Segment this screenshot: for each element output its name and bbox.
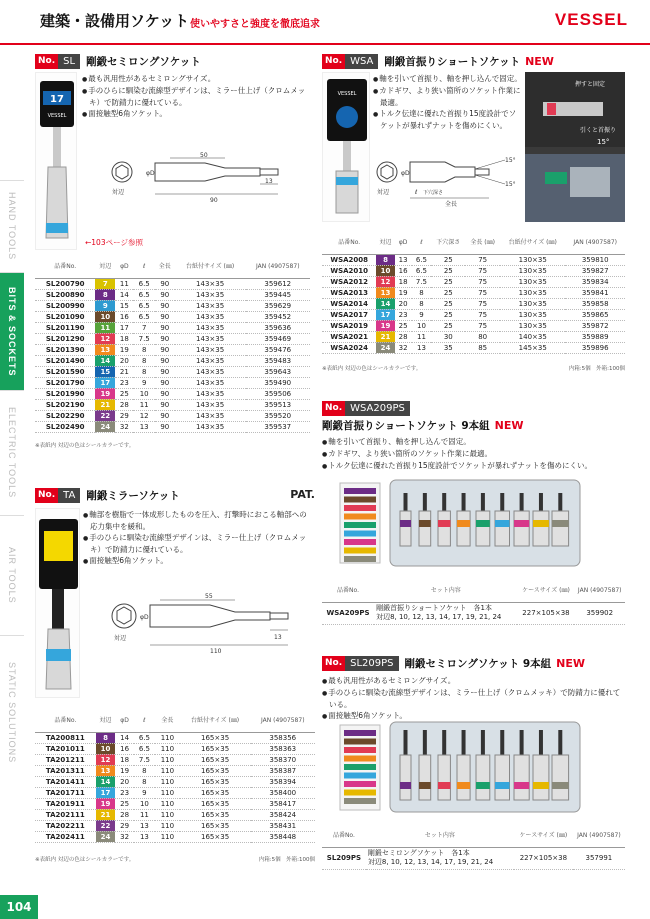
- sidebar-tab-electric-tools[interactable]: ELECTRIC TOOLS: [0, 390, 24, 515]
- table-row: TA201911 19 25 10 110 165×35 358417: [35, 798, 315, 809]
- table-row: WSA2021 21 28 11 30 80 140×35 359889: [322, 331, 625, 342]
- ta-table-header: 品番No. 対辺 φD ℓ 全長 台紙付サイズ (㎜) JAN (4907587): [35, 710, 315, 732]
- wsa-usage-photo: [525, 72, 625, 222]
- sl-photo-size-label: 17: [50, 94, 64, 105]
- wsa-note: ※表紙内 対辺の色はシールカラーです。 内箱:5個 外箱:100個: [322, 366, 625, 372]
- size-color-badge: 10: [376, 265, 394, 276]
- size-color-badge: 21: [96, 809, 116, 820]
- table-row: SL201990 19 25 10 90 143×35 359506: [35, 388, 310, 399]
- sl209-feature-list: ● 最も汎用性があるセミロングサイズ。 ● 手のひらに馴染む流線型デザインは、ミラー仕上げ（クロムメッキ）で防錆力に優れている。 ● 面接触型6角ソケット。: [322, 675, 622, 722]
- brand-logo: VESSEL: [554, 10, 628, 29]
- wsa-dimension-drawing: [375, 150, 525, 210]
- table-row: SL201390 13 19 8 90 143×35 359476: [35, 344, 310, 355]
- size-color-badge: 10: [96, 743, 116, 754]
- table-row: SL201190 11 17 7 90 143×35 359636: [35, 322, 310, 333]
- wsa-photo-label-angle: 15°: [597, 138, 610, 146]
- table-row: TA201411 14 20 8 110 165×35 358394: [35, 776, 315, 787]
- sl-photo-brand-label: VESSEL: [47, 113, 67, 119]
- ta-product-photo: [35, 508, 80, 698]
- table-row: TA201311 13 19 8 110 165×35 358387: [35, 765, 315, 776]
- wsa-dim-angle-b: 15°: [505, 181, 516, 188]
- table-row: SL201090 10 16 6.5 90 143×35 359452: [35, 311, 310, 322]
- size-color-badge: 12: [95, 333, 115, 344]
- wsa-heading: No. WSA 剛鍛首振りショートソケット NEW: [322, 53, 622, 69]
- sl-table-header: 品番No. 対辺 φD ℓ 全長 台紙付サイズ (㎜) JAN (4907587): [35, 256, 310, 278]
- sl209-product-photo: [335, 720, 585, 815]
- sidebar-tab-hand-tools[interactable]: HAND TOOLS: [0, 180, 24, 272]
- sidebar-tab-static-solutions[interactable]: STATIC SOLUTIONS: [0, 635, 24, 790]
- wsa209-feature-list: ● 軸を引いて首振り、軸を押し込んで固定。 ● カドギワ、より狭い箇所のソケット作業に最適。 ● トルク伝達に優れた首振り15度設計でソケットが暴れずナットを傷めにくい。: [322, 436, 622, 472]
- table-row: WSA2019 19 25 10 25 75 130×35 359872: [322, 320, 625, 331]
- size-color-badge: 8: [376, 254, 394, 265]
- wsa-dim-total: 全長: [445, 201, 458, 208]
- sl-dimension-drawing: [110, 150, 310, 210]
- size-color-badge: 13: [376, 287, 394, 298]
- sl209-section: [322, 655, 622, 722]
- category-sidebar: [0, 180, 24, 840]
- table-row: SL202190 21 28 11 90 143×35 359513: [35, 399, 310, 410]
- wsa209-heading: No. WSA209PS: [322, 400, 622, 416]
- size-color-badge: 15: [95, 366, 115, 377]
- table-row: TA202211 22 29 13 110 165×35 358431: [35, 820, 315, 831]
- size-color-badge: 8: [95, 289, 115, 300]
- size-color-badge: 22: [95, 410, 115, 421]
- ta-dim-phid: φD: [140, 614, 149, 621]
- table-row: SL209PS 剛鍛セミロングソケット 各1本 対辺8, 10, 12, 13, 14, 17, 19, 21, 24 227×105×38 357991: [322, 847, 625, 869]
- wsa-dim-phid: φD: [401, 170, 410, 177]
- wsa-photo-label-pull: 引くと首振り: [580, 127, 617, 134]
- size-color-badge: 9: [95, 300, 115, 311]
- table-row: WSA2010 10 16 6.5 25 75 130×35 359827: [322, 265, 625, 276]
- ta-heading: No. TA 剛鍛ミラーソケット: [35, 487, 315, 503]
- table-row: SL200890 8 14 6.5 90 143×35 359445: [35, 289, 310, 300]
- table-row: TA201011 10 16 6.5 110 165×35 358363: [35, 743, 315, 754]
- sl-feature-list: ● 最も汎用性があるセミロングサイズ。 ● 手のひらに馴染む流線型デザインは、ミラー仕上げ（クロムメッキ）で防錆力に優れている。 ● 面接触型6角ソケット。: [82, 73, 307, 120]
- page-subtitle: 使いやすさと強度を徹底追求: [190, 19, 320, 30]
- size-color-badge: 8: [96, 732, 116, 743]
- sidebar-tab-bits-sockets[interactable]: BITS & SOCKETS: [0, 272, 24, 390]
- sl-page-reference[interactable]: ←103ページ参照: [85, 238, 143, 247]
- sl-dim-90: 90: [210, 197, 218, 204]
- size-color-badge: 21: [376, 331, 394, 342]
- wsa-dim-l: ℓ: [415, 189, 418, 196]
- size-color-badge: 14: [95, 355, 115, 366]
- wsa209-spec-table: 品番No. セット内容 ケースサイズ (㎜) JAN (4907587) WSA209PS 剛鍛首振りショートソケット 各1本 対辺8, 10, 12, 13, 14, 17, 19, 21, 24 227×105×38 359902: [322, 580, 625, 625]
- sl-note: ※表紙内 対辺の色はシールカラーです。: [35, 443, 135, 449]
- wsa-dim-hole-depth: 下穴深さ: [423, 190, 444, 196]
- table-row: SL201290 12 18 7.5 90 143×35 359469: [35, 333, 310, 344]
- size-color-badge: 19: [95, 388, 115, 399]
- table-row: SL202290 22 29 12 90 143×35 359520: [35, 410, 310, 421]
- table-row: WSA209PS 剛鍛首振りショートソケット 各1本 対辺8, 10, 12, 13, 14, 17, 19, 21, 24 227×105×38 359902: [322, 602, 625, 624]
- ta-section: [35, 487, 315, 503]
- size-color-badge: 22: [96, 820, 116, 831]
- table-row: TA200811 8 14 6.5 110 165×35 358356: [35, 732, 315, 743]
- ta-dim-110: 110: [210, 648, 222, 655]
- sl-dim-taihen: 対辺: [112, 189, 125, 196]
- table-row: TA202411 24 32 13 110 165×35 358448: [35, 831, 315, 842]
- size-color-badge: 24: [376, 342, 394, 353]
- wsa209-product-photo: [335, 478, 585, 570]
- ta-feature-list: ● 軸部を樹脂で一体成形したものを圧入、打撃時におこる軸部への応力集中を緩和。 ● 手のひらに馴染む流線型デザインは、ミラー仕上げ（クロムメッキ）で防錆力に優れている。 ● 面接触型6角ソケット。: [83, 509, 311, 567]
- ta-dimension-drawing: [110, 590, 310, 660]
- wsa-spec-table: [322, 232, 625, 354]
- size-color-badge: 21: [95, 399, 115, 410]
- table-row: SL201490 14 20 8 90 143×35 359483: [35, 355, 310, 366]
- sl-product-photo: [35, 72, 77, 250]
- ta-note: ※表紙内 対辺の色はシールカラーです。 内箱:5個 外箱:100個: [35, 857, 315, 863]
- ta-dim-taihen: 対辺: [114, 635, 127, 642]
- wsa-product-photo: [322, 72, 370, 222]
- size-color-badge: 7: [95, 278, 115, 289]
- ta-patent-mark: PAT.: [290, 488, 315, 501]
- table-row: WSA2013 13 19 8 25 75 130×35 359841: [322, 287, 625, 298]
- size-color-badge: 13: [96, 765, 116, 776]
- sl-section: [35, 53, 310, 69]
- size-color-badge: 12: [96, 754, 116, 765]
- sl209-heading: No. SL209PS 剛鍛セミロングソケット 9本組 NEW: [322, 655, 622, 671]
- size-color-badge: 17: [95, 377, 115, 388]
- table-row: WSA2008 8 13 6.5 25 75 130×35 359810: [322, 254, 625, 265]
- sl-heading: No. SL 剛鍛セミロングソケット: [35, 53, 310, 69]
- ta-dim-13: 13: [274, 634, 282, 641]
- wsa-dim-angle-a: 15°: [505, 157, 516, 164]
- size-color-badge: 19: [96, 798, 116, 809]
- wsa-photo-label-push: 押すと固定: [575, 81, 606, 88]
- sl-dim-13: 13: [265, 178, 273, 185]
- size-color-badge: 10: [95, 311, 115, 322]
- wsa-section: [322, 53, 622, 69]
- page-title: 建築・設備用ソケット: [40, 12, 190, 30]
- table-row: TA201211 12 18 7.5 110 165×35 358370: [35, 754, 315, 765]
- wsa-photo-brand-label: VESSEL: [337, 91, 357, 97]
- wsa-feature-list: ● 軸を引いて首振り、軸を押し込んで固定。 ● カドギワ、より狭い箇所のソケット作業に最適。 ● トルク伝達に優れた首振り15度設計でソケットが暴れずナットを傷めにくい。: [373, 73, 523, 131]
- table-row: TA201711 17 23 9 110 165×35 358400: [35, 787, 315, 798]
- table-row: WSA2024 24 32 13 35 85 145×35 359896: [322, 342, 625, 353]
- sl-dim-phid: φD: [146, 170, 155, 177]
- table-row: WSA2014 14 20 8 25 75 130×35 359858: [322, 298, 625, 309]
- sl-dim-50: 50: [200, 152, 208, 159]
- page-header: [0, 0, 650, 45]
- table-row: SL200790 7 11 6.5 90 143×35 359612: [35, 278, 310, 289]
- table-row: TA202111 21 28 11 110 165×35 358424: [35, 809, 315, 820]
- size-color-badge: 17: [376, 309, 394, 320]
- size-color-badge: 17: [96, 787, 116, 798]
- table-row: WSA2012 12 18 7.5 25 75 130×35 359834: [322, 276, 625, 287]
- size-color-badge: 12: [376, 276, 394, 287]
- table-row: SL202490 24 32 13 90 143×35 359537: [35, 421, 310, 432]
- size-color-badge: 19: [376, 320, 394, 331]
- ta-dim-55: 55: [205, 593, 213, 600]
- size-color-badge: 24: [95, 421, 115, 432]
- size-color-badge: 13: [95, 344, 115, 355]
- size-color-badge: 24: [96, 831, 116, 842]
- page-number: 104: [0, 895, 38, 919]
- sidebar-tab-air-tools[interactable]: AIR TOOLS: [0, 515, 24, 635]
- sl209-spec-table: 品番No. セット内容 ケースサイズ (㎜) JAN (4907587) SL209PS 剛鍛セミロングソケット 各1本 対辺8, 10, 12, 13, 14, 17, 19, 21, 24 227×105×38 357991: [322, 825, 625, 870]
- wsa-table-header: 品番No. 対辺 φD ℓ 下穴深さ 全長 (㎜) 台紙付サイズ (㎜) JAN (4907587): [322, 232, 625, 254]
- size-color-badge: 14: [376, 298, 394, 309]
- wsa-dim-taihen: 対辺: [377, 189, 390, 196]
- table-row: WSA2017 17 23 9 25 75 130×35 359865: [322, 309, 625, 320]
- table-row: SL201790 17 23 9 90 143×35 359490: [35, 377, 310, 388]
- wsa209-section: No. WSA209PS 剛鍛首振りショートソケット 9本組 NEW ● 軸を引いて首振り、軸を押し込んで固定。 ● カドギワ、より狭い箇所のソケット作業に最適。 ● トルク伝達に優れた首振り15度設計でソケットが暴れずナットを傷めにくい。: [322, 400, 622, 472]
- size-color-badge: 14: [96, 776, 116, 787]
- sl-spec-table: [35, 256, 310, 433]
- table-row: SL201590 15 21 8 90 143×35 359643: [35, 366, 310, 377]
- size-color-badge: 11: [95, 322, 115, 333]
- ta-spec-table: [35, 710, 315, 843]
- table-row: SL200990 9 15 6.5 90 143×35 359629: [35, 300, 310, 311]
